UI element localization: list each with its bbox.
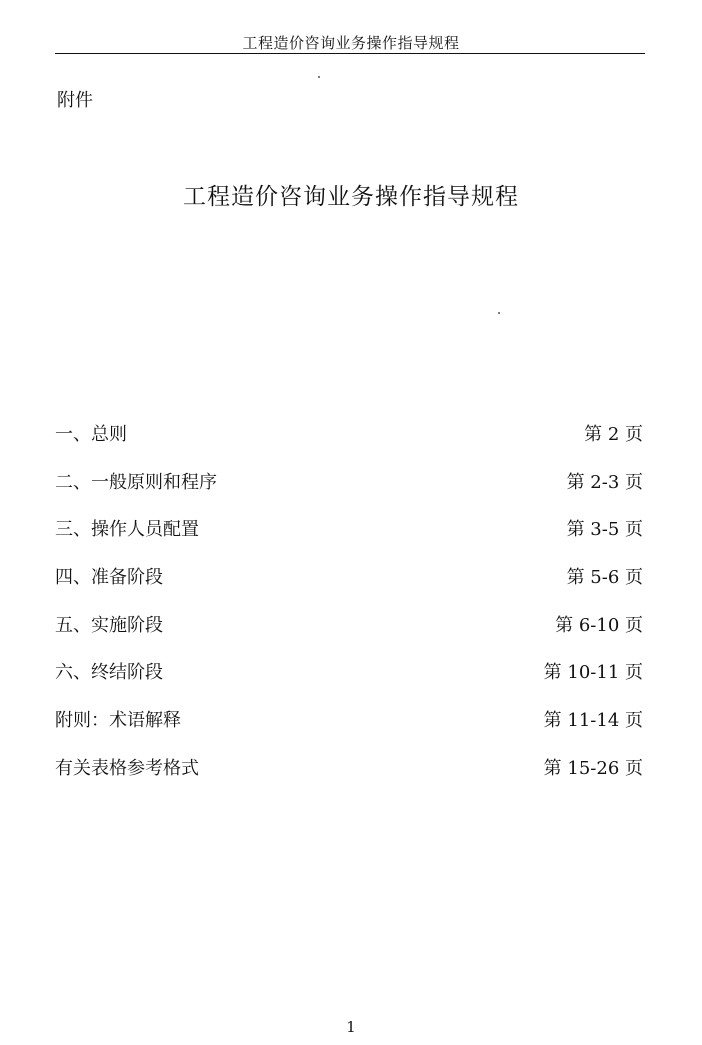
toc-entry-staffing xyxy=(55,515,643,563)
toc-entry-label: 五、实施阶段 xyxy=(55,614,163,636)
toc-entry-pages: 第 10-11 页 xyxy=(543,662,643,684)
toc-entry-label: 附则：术语解释 xyxy=(55,710,181,732)
document-title: 工程造价咨询业务操作指导规程 xyxy=(183,184,519,210)
toc-entry-completion xyxy=(55,658,643,706)
toc-entry-implementation xyxy=(55,611,643,659)
toc-entry-label: 三、操作人员配置 xyxy=(55,519,199,541)
toc-entry-label: 二、一般原则和程序 xyxy=(55,471,217,493)
scan-speck xyxy=(318,76,320,78)
toc-entry-principles xyxy=(55,468,643,516)
page-number: 1 xyxy=(346,1018,356,1036)
toc-entry-pages: 第 15-26 页 xyxy=(543,757,643,779)
toc-entry-label: 六、终结阶段 xyxy=(55,662,163,684)
header-divider xyxy=(55,53,645,54)
scan-speck xyxy=(498,312,500,314)
toc-entry-label: 有关表格参考格式 xyxy=(55,757,199,779)
toc-entry-pages: 第 3-5 页 xyxy=(566,519,643,541)
toc-entry-preparation xyxy=(55,563,643,611)
toc-entry-pages: 第 11-14 页 xyxy=(543,710,643,732)
toc-entry-glossary xyxy=(55,706,643,754)
toc-entry-pages: 第 5-6 页 xyxy=(566,567,643,589)
running-header: 工程造价咨询业务操作指导规程 xyxy=(242,34,460,52)
toc-entry-label: 一、总则 xyxy=(55,424,127,445)
toc-entry-pages: 第 2 页 xyxy=(584,424,643,445)
toc-entry-label: 四、准备阶段 xyxy=(55,567,163,589)
table-of-contents xyxy=(55,420,643,802)
attachment-label: 附件 xyxy=(57,90,93,111)
toc-entry-forms xyxy=(55,754,643,802)
toc-entry-pages: 第 6-10 页 xyxy=(555,614,643,636)
toc-entry-pages: 第 2-3 页 xyxy=(566,471,643,493)
toc-entry-general xyxy=(55,420,643,468)
